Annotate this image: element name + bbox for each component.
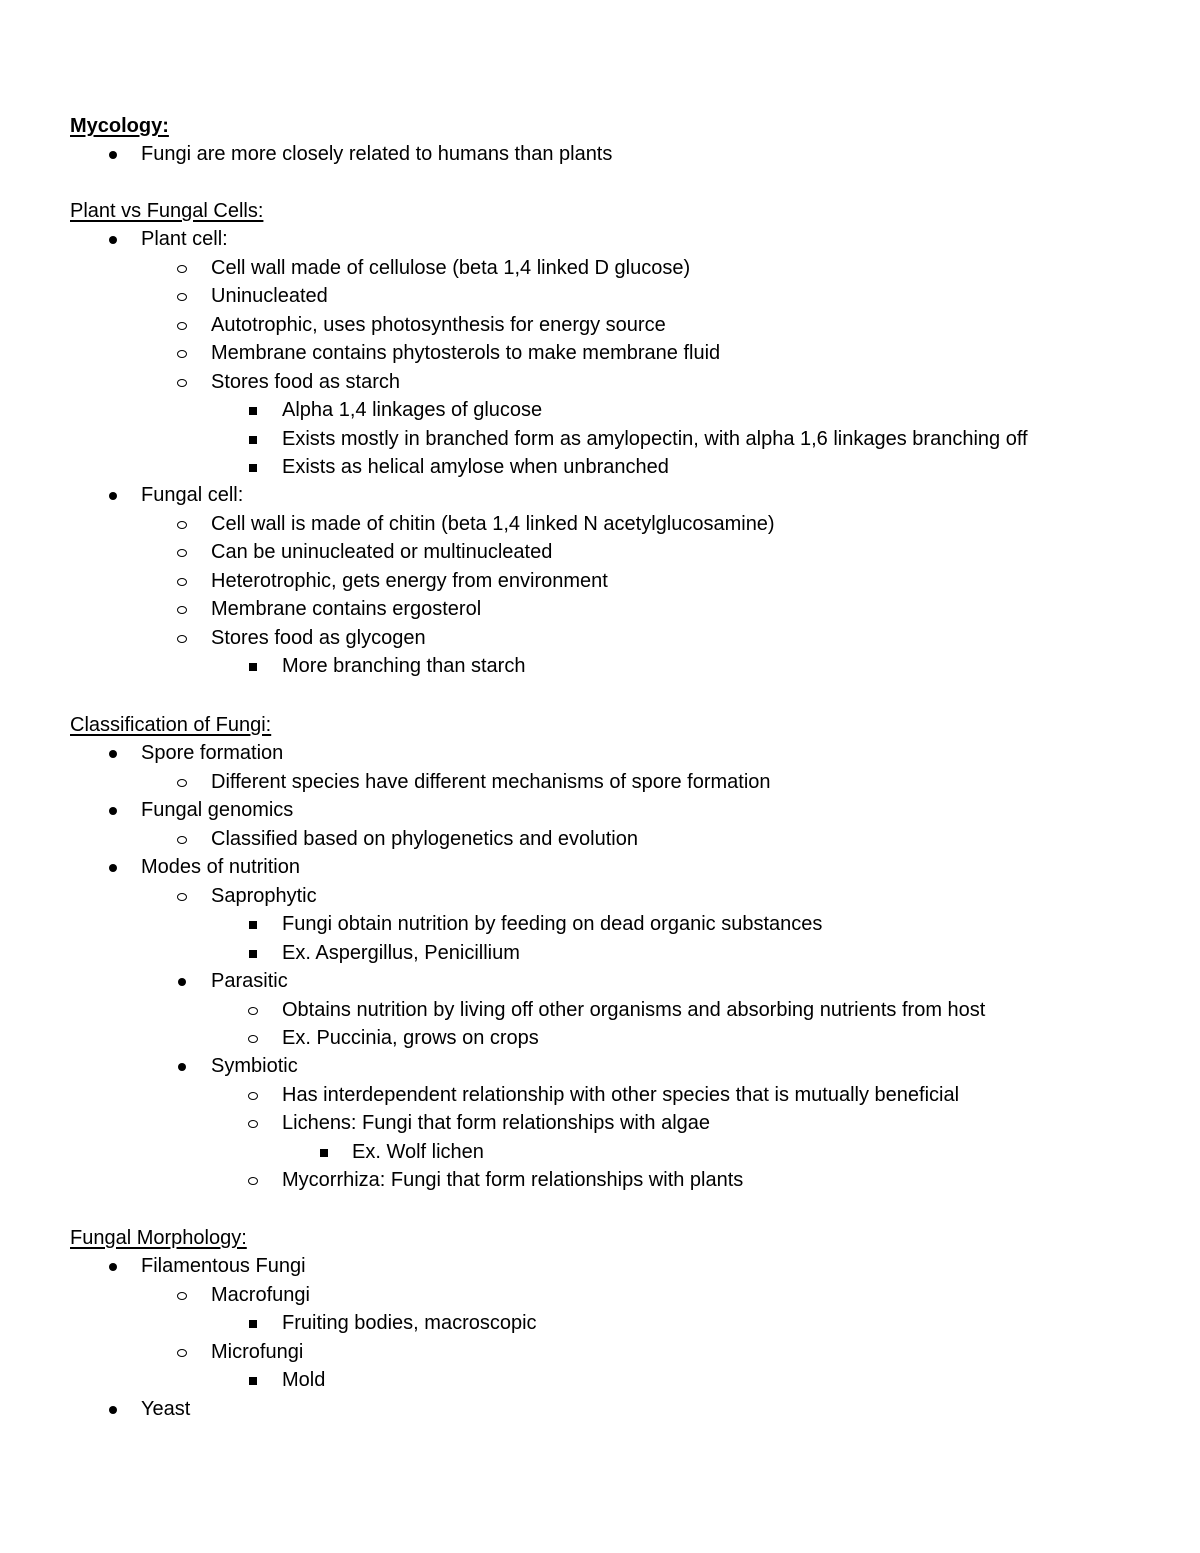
square-bullet-icon bbox=[249, 464, 257, 472]
hollow-circle-bullet-icon bbox=[177, 635, 187, 643]
hollow-circle-bullet-icon bbox=[177, 606, 187, 614]
square-bullet-icon bbox=[249, 921, 257, 929]
list-item-level-3: Ex. Aspergillus, Penicillium bbox=[282, 942, 520, 964]
list-item-level-1: Yeast bbox=[141, 1398, 191, 1420]
list-item-level-4: Ex. Wolf lichen bbox=[352, 1141, 484, 1163]
hollow-circle-bullet-icon bbox=[248, 1035, 258, 1043]
hollow-circle-bullet-icon bbox=[248, 1120, 258, 1128]
list-item-level-1: Modes of nutrition bbox=[141, 856, 300, 878]
filled-circle-bullet-icon bbox=[109, 1263, 117, 1271]
hollow-circle-bullet-icon bbox=[177, 549, 187, 557]
list-item-level-3: Obtains nutrition by living off other organisms and absorbing nutrients from host bbox=[282, 999, 986, 1021]
list-item-level-3: Fungi obtain nutrition by feeding on dead organic substances bbox=[282, 913, 823, 935]
list-item-level-1: Plant cell: bbox=[141, 228, 228, 250]
list-item-level-2: Heterotrophic, gets energy from environment bbox=[211, 570, 608, 592]
list-item-level-1: Fungal cell: bbox=[141, 484, 244, 506]
list-item-level-3: Mold bbox=[282, 1369, 326, 1391]
list-item-level-2: Cell wall is made of chitin (beta 1,4 linked N acetylglucosamine) bbox=[211, 513, 775, 535]
filled-circle-bullet-icon bbox=[178, 978, 186, 986]
square-bullet-icon bbox=[249, 1320, 257, 1328]
filled-circle-bullet-icon bbox=[109, 864, 117, 872]
list-item-level-2: Can be uninucleated or multinucleated bbox=[211, 541, 553, 563]
filled-circle-bullet-icon bbox=[109, 807, 117, 815]
list-item-level-1: Spore formation bbox=[141, 742, 284, 764]
hollow-circle-bullet-icon bbox=[177, 322, 187, 330]
list-item-level-2: Stores food as starch bbox=[211, 371, 400, 393]
square-bullet-icon bbox=[249, 950, 257, 958]
hollow-circle-bullet-icon bbox=[177, 1292, 187, 1300]
hollow-circle-bullet-icon bbox=[177, 1349, 187, 1357]
list-item-level-3: Mycorrhiza: Fungi that form relationships with plants bbox=[282, 1169, 744, 1191]
filled-circle-bullet-icon bbox=[109, 1406, 117, 1414]
list-item-level-2: Uninucleated bbox=[211, 285, 328, 307]
list-item-level-2: Cell wall made of cellulose (beta 1,4 linked D glucose) bbox=[211, 257, 691, 279]
list-item-level-1: Filamentous Fungi bbox=[141, 1255, 306, 1277]
list-item-level-2: Membrane contains phytosterols to make membrane fluid bbox=[211, 342, 721, 364]
list-item-level-3: Ex. Puccinia, grows on crops bbox=[282, 1027, 539, 1049]
list-item-level-2: Autotrophic, uses photosynthesis for energy source bbox=[211, 314, 666, 336]
square-bullet-icon bbox=[320, 1149, 328, 1157]
hollow-circle-bullet-icon bbox=[248, 1092, 258, 1100]
list-item-level-3: Alpha 1,4 linkages of glucose bbox=[282, 399, 543, 421]
list-item-level-2: Different species have different mechanisms of spore formation bbox=[211, 771, 771, 793]
square-bullet-icon bbox=[249, 436, 257, 444]
list-item-level-3: Lichens: Fungi that form relationships with algae bbox=[282, 1112, 711, 1134]
list-item-level-2: Parasitic bbox=[211, 970, 288, 992]
list-item-level-2: Classified based on phylogenetics and evolution bbox=[211, 828, 638, 850]
square-bullet-icon bbox=[249, 1377, 257, 1385]
section-heading: Plant vs Fungal Cells: bbox=[70, 200, 264, 222]
list-item-level-3: Exists as helical amylose when unbranched bbox=[282, 456, 669, 478]
filled-circle-bullet-icon bbox=[109, 492, 117, 500]
hollow-circle-bullet-icon bbox=[177, 779, 187, 787]
list-item-level-3: Has interdependent relationship with other species that is mutually beneficial bbox=[282, 1084, 960, 1106]
section-heading: Fungal Morphology: bbox=[70, 1227, 247, 1249]
hollow-circle-bullet-icon bbox=[177, 350, 187, 358]
section-heading: Mycology: bbox=[70, 115, 169, 137]
square-bullet-icon bbox=[249, 663, 257, 671]
square-bullet-icon bbox=[249, 407, 257, 415]
hollow-circle-bullet-icon bbox=[177, 836, 187, 844]
list-item-level-2: Membrane contains ergosterol bbox=[211, 598, 482, 620]
filled-circle-bullet-icon bbox=[178, 1063, 186, 1071]
hollow-circle-bullet-icon bbox=[177, 293, 187, 301]
hollow-circle-bullet-icon bbox=[177, 265, 187, 273]
filled-circle-bullet-icon bbox=[109, 750, 117, 758]
hollow-circle-bullet-icon bbox=[177, 893, 187, 901]
list-item-level-1: Fungi are more closely related to humans than plants bbox=[141, 143, 613, 165]
list-item-level-2: Macrofungi bbox=[211, 1284, 310, 1306]
list-item-level-2: Microfungi bbox=[211, 1341, 304, 1363]
filled-circle-bullet-icon bbox=[109, 236, 117, 244]
hollow-circle-bullet-icon bbox=[177, 578, 187, 586]
filled-circle-bullet-icon bbox=[109, 151, 117, 159]
hollow-circle-bullet-icon bbox=[248, 1177, 258, 1185]
hollow-circle-bullet-icon bbox=[248, 1007, 258, 1015]
hollow-circle-bullet-icon bbox=[177, 521, 187, 529]
list-item-level-2: Saprophytic bbox=[211, 885, 317, 907]
list-item-level-3: Exists mostly in branched form as amylopectin, with alpha 1,6 linkages branching off bbox=[282, 428, 1028, 450]
section-heading: Classification of Fungi: bbox=[70, 714, 272, 736]
list-item-level-2: Symbiotic bbox=[211, 1055, 298, 1077]
list-item-level-1: Fungal genomics bbox=[141, 799, 294, 821]
list-item-level-2: Stores food as glycogen bbox=[211, 627, 426, 649]
list-item-level-3: Fruiting bodies, macroscopic bbox=[282, 1312, 537, 1334]
hollow-circle-bullet-icon bbox=[177, 379, 187, 387]
list-item-level-3: More branching than starch bbox=[282, 655, 526, 677]
